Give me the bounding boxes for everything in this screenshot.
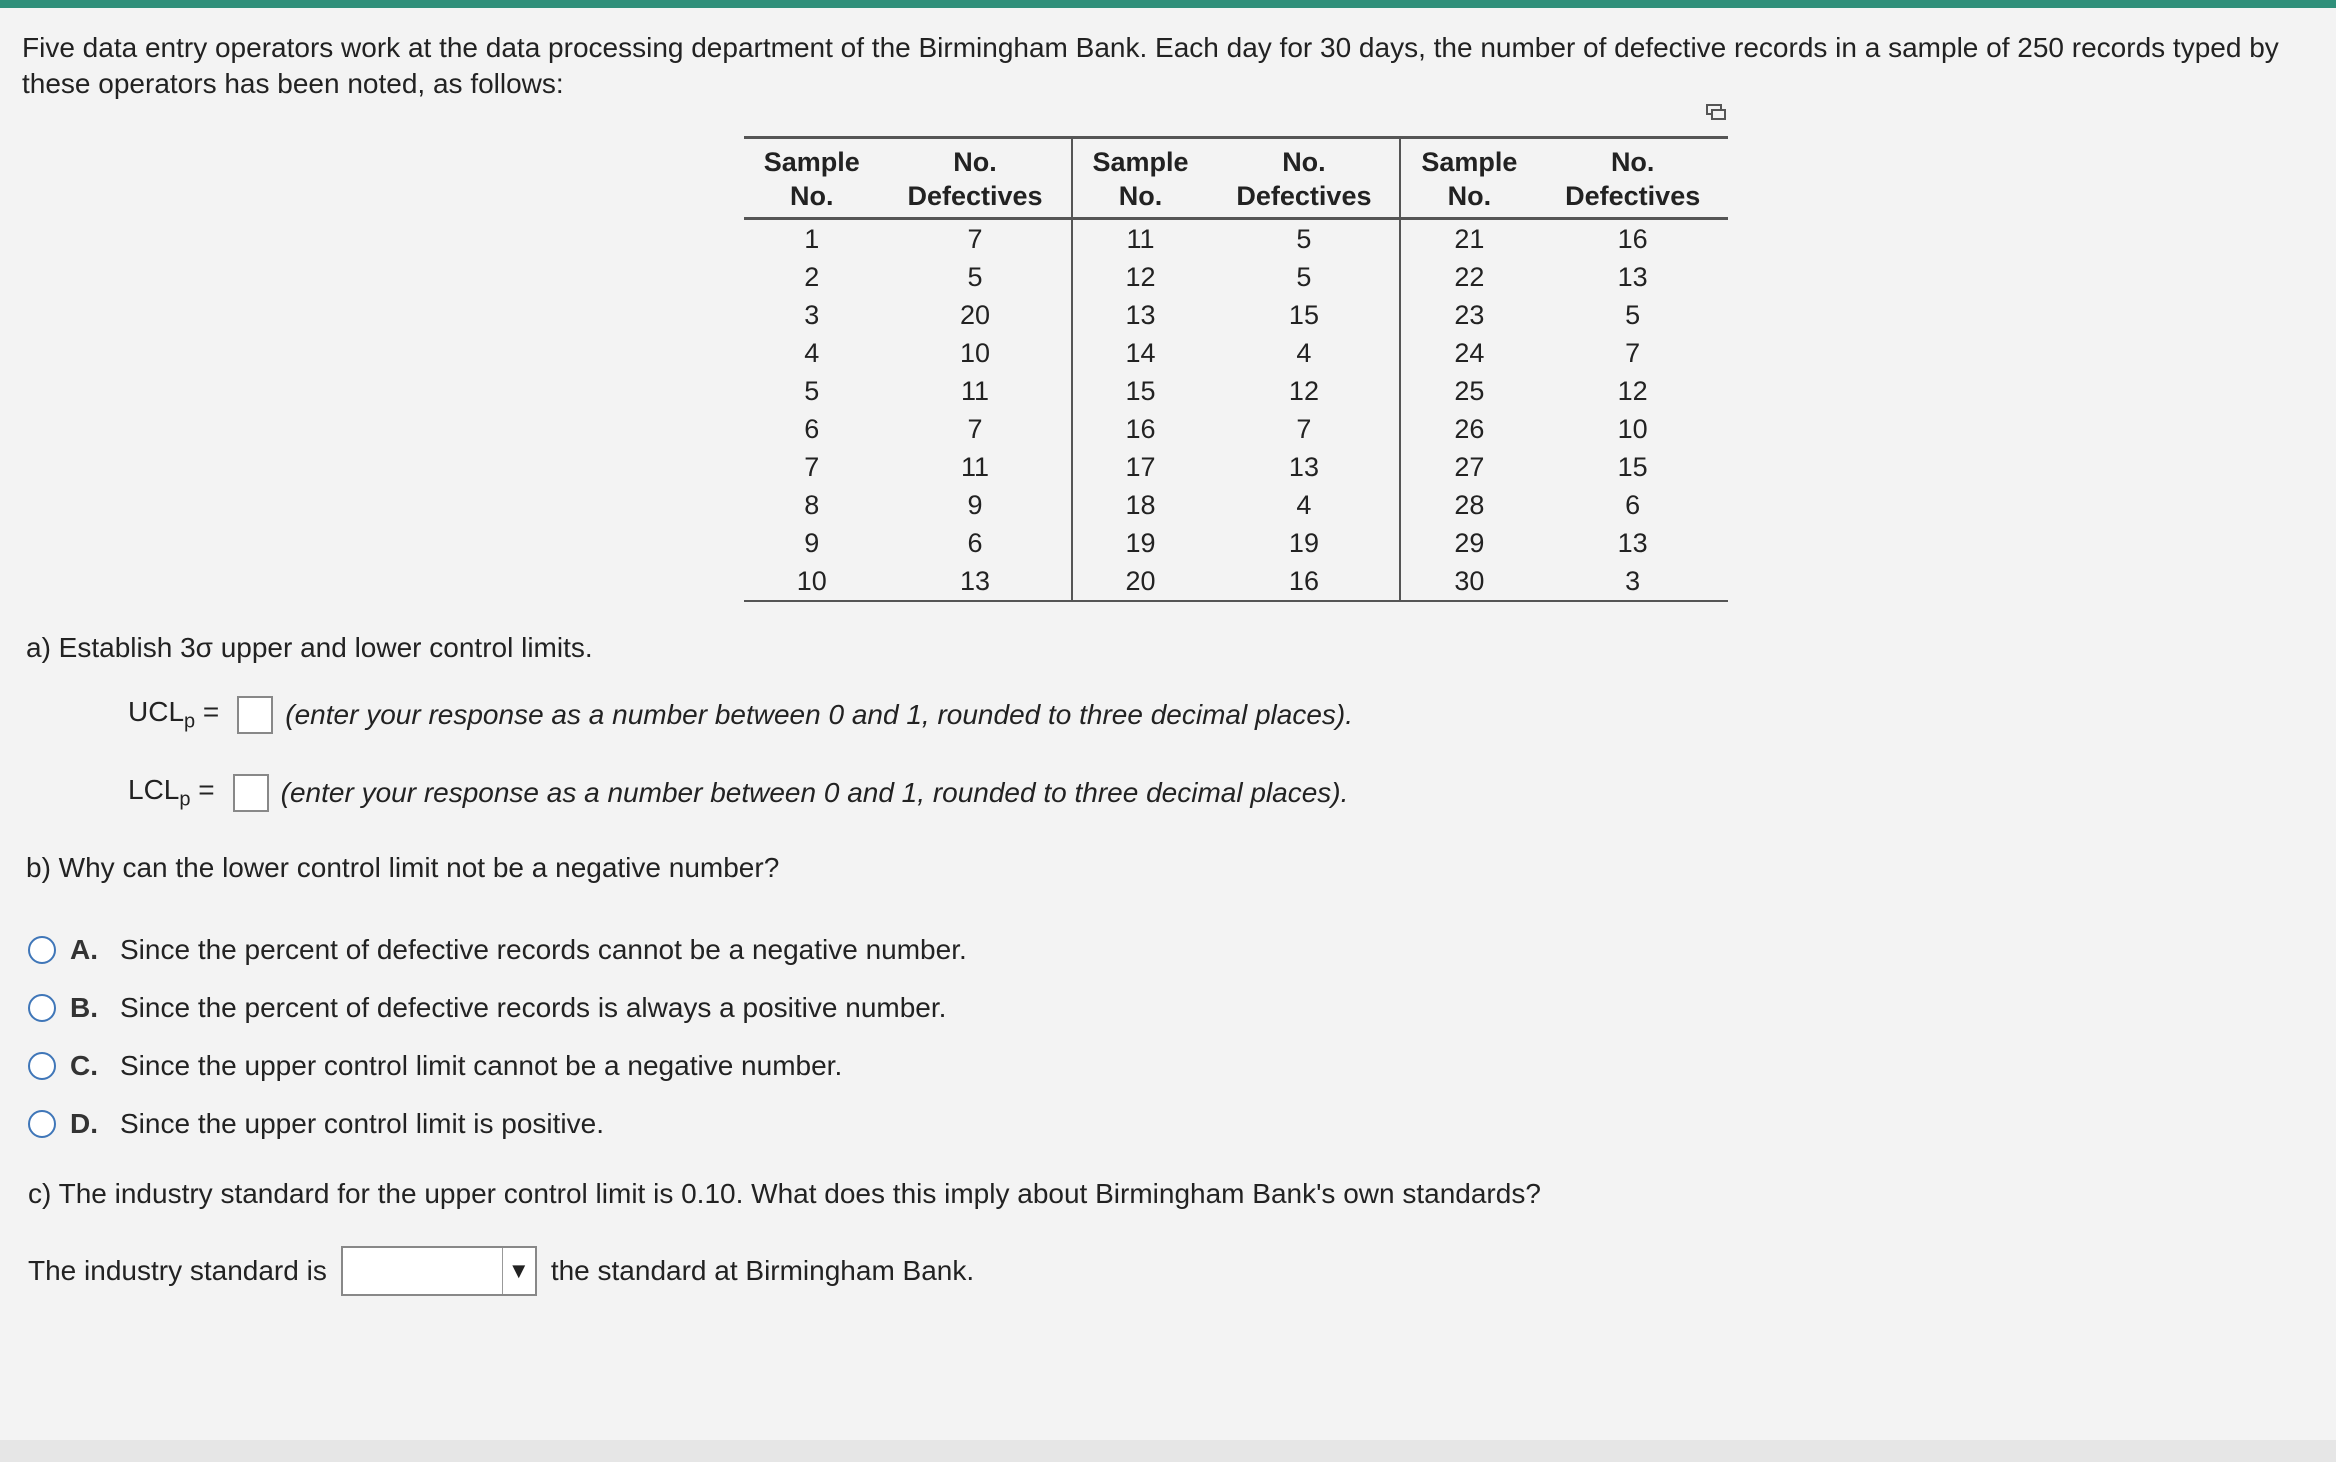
table-cell: 13 <box>1617 527 1648 558</box>
industry-standard-suffix: the standard at Birmingham Bank. <box>550 1255 975 1286</box>
option-c[interactable] <box>28 1050 842 1082</box>
table-cell: 2 <box>804 261 820 292</box>
header-defectives: No. Defectives <box>1537 138 1728 219</box>
table-cell: 15 <box>1617 451 1648 482</box>
table-cell: 18 <box>1072 486 1209 524</box>
table-row <box>744 562 1728 601</box>
table-cell: 1 <box>804 223 820 254</box>
table-cell: 20 <box>959 299 991 330</box>
radio-button[interactable] <box>28 1110 56 1138</box>
table-cell: 11 <box>1072 219 1209 259</box>
table-cell: 10 <box>959 337 991 368</box>
copy-icon[interactable] <box>1706 104 1726 120</box>
table-cell: 5 <box>1625 299 1641 330</box>
table-cell: 20 <box>1072 562 1209 601</box>
table-cell: 16 <box>1617 223 1648 254</box>
header-defectives: No. Defectives <box>1208 138 1400 219</box>
option-letter: C. <box>70 1050 98 1081</box>
option-letter: B. <box>70 992 98 1023</box>
table-cell: 6 <box>1625 489 1641 520</box>
table-cell: 21 <box>1400 219 1537 259</box>
table-row <box>744 258 1728 296</box>
table-cell: 11 <box>960 451 990 482</box>
table-cell: 7 <box>967 413 983 444</box>
table-cell: 4 <box>804 337 820 368</box>
header-defectives: No. Defectives <box>880 138 1072 219</box>
table-cell: 30 <box>1400 562 1537 601</box>
table-row <box>744 486 1728 524</box>
table-cell: 13 <box>1288 451 1319 482</box>
table-cell: 13 <box>1617 261 1648 292</box>
table-cell: 27 <box>1400 448 1537 486</box>
table-cell: 3 <box>804 299 820 330</box>
lcl-answer-row <box>128 774 1348 812</box>
table-cell: 15 <box>1288 299 1319 330</box>
ucl-input[interactable] <box>237 696 273 734</box>
defects-table <box>744 136 1728 602</box>
question-b: b) Why can the lower control limit not be a negative number? <box>26 852 780 883</box>
table-cell: 13 <box>1072 296 1209 334</box>
table-cell: 3 <box>1537 562 1728 601</box>
radio-button[interactable] <box>28 936 56 964</box>
question-a: a) Establish 3σ upper and lower control limits. <box>26 632 593 663</box>
table-row <box>744 410 1728 448</box>
table-cell: 6 <box>804 413 820 444</box>
option-a[interactable] <box>28 934 967 966</box>
lcl-label: $LCL_p$ = <box>128 774 215 811</box>
table-cell: 15 <box>1072 372 1209 410</box>
ucl-label: $UCL_p$ = <box>128 696 220 733</box>
option-text: Since the upper control limit is positive. <box>120 1108 604 1139</box>
table-cell: 12 <box>1288 375 1319 406</box>
table-cell: 23 <box>1400 296 1537 334</box>
table-cell: 29 <box>1400 524 1537 562</box>
table-cell: 19 <box>1288 527 1319 558</box>
table-cell: 5 <box>804 375 820 406</box>
comparison-dropdown[interactable] <box>341 1246 537 1296</box>
table-cell: 12 <box>1617 375 1648 406</box>
table-cell: 9 <box>967 489 983 520</box>
table-cell: 16 <box>1072 410 1209 448</box>
table-cell: 8 <box>804 489 820 520</box>
table-cell: 14 <box>1072 334 1209 372</box>
table-cell: 11 <box>960 375 990 406</box>
header-sample-no: Sample No. <box>744 138 880 219</box>
option-letter: D. <box>70 1108 98 1139</box>
table-row <box>744 448 1728 486</box>
table-cell: 12 <box>1072 258 1209 296</box>
option-text: Since the upper control limit cannot be a negative number. <box>120 1050 843 1081</box>
table-cell: 5 <box>1296 223 1312 254</box>
table-cell: 25 <box>1400 372 1537 410</box>
dropdown-arrow-icon[interactable]: ▼ <box>502 1248 535 1294</box>
table-header-row <box>744 138 1728 219</box>
table-row <box>744 372 1728 410</box>
table-cell: 7 <box>967 223 983 254</box>
lcl-input[interactable] <box>233 774 269 812</box>
option-text: Since the percent of defective records cannot be a negative number. <box>120 934 967 965</box>
table-row <box>744 334 1728 372</box>
radio-button[interactable] <box>28 994 56 1022</box>
table-cell: 13 <box>880 562 1072 601</box>
table-cell: 5 <box>1296 261 1312 292</box>
table-cell: 26 <box>1400 410 1537 448</box>
industry-standard-prefix: The industry standard is <box>28 1255 327 1286</box>
table-cell: 6 <box>967 527 983 558</box>
table-cell: 19 <box>1072 524 1209 562</box>
ucl-hint: (enter your response as a number between 0 and 1, rounded to three decimal places). <box>285 699 1354 730</box>
table-cell: 9 <box>804 527 820 558</box>
table-cell: 10 <box>1617 413 1648 444</box>
option-text: Since the percent of defective records is always a positive number. <box>120 992 947 1023</box>
lcl-hint: (enter your response as a number between 0 and 1, rounded to three decimal places). <box>280 777 1349 808</box>
option-d[interactable] <box>28 1108 604 1140</box>
table-cell: 28 <box>1400 486 1537 524</box>
option-letter: A. <box>70 934 98 965</box>
table-cell: 24 <box>1400 334 1537 372</box>
table-cell: 17 <box>1072 448 1209 486</box>
question-c: c) The industry standard for the upper control limit is 0.10. What does this imply about Birmingham Bank's own standards? <box>28 1178 1541 1209</box>
table-row <box>744 524 1728 562</box>
table-cell: 10 <box>744 562 880 601</box>
ucl-answer-row <box>128 696 1353 734</box>
table-cell: 4 <box>1296 489 1312 520</box>
industry-standard-row <box>28 1246 974 1296</box>
table-cell: 16 <box>1208 562 1400 601</box>
bottom-strip <box>0 1440 2336 1462</box>
option-b[interactable] <box>28 992 946 1024</box>
table-cell: 5 <box>967 261 983 292</box>
problem-statement: Five data entry operators work at the data processing department of the Birmingham Bank. Each day for 30 days, the number of defective records in a sample of 250 records typed by these operators has been noted, as follows: <box>22 32 2279 99</box>
header-sample-no: Sample No. <box>1400 138 1537 219</box>
table-cell: 7 <box>804 451 820 482</box>
radio-button[interactable] <box>28 1052 56 1080</box>
table-cell: 22 <box>1400 258 1537 296</box>
table-row <box>744 219 1728 259</box>
header-sample-no: Sample No. <box>1072 138 1209 219</box>
table-row <box>744 296 1728 334</box>
top-accent-bar <box>0 0 2336 8</box>
table-cell: 7 <box>1296 413 1312 444</box>
table-cell: 7 <box>1625 337 1641 368</box>
table-cell: 4 <box>1296 337 1312 368</box>
